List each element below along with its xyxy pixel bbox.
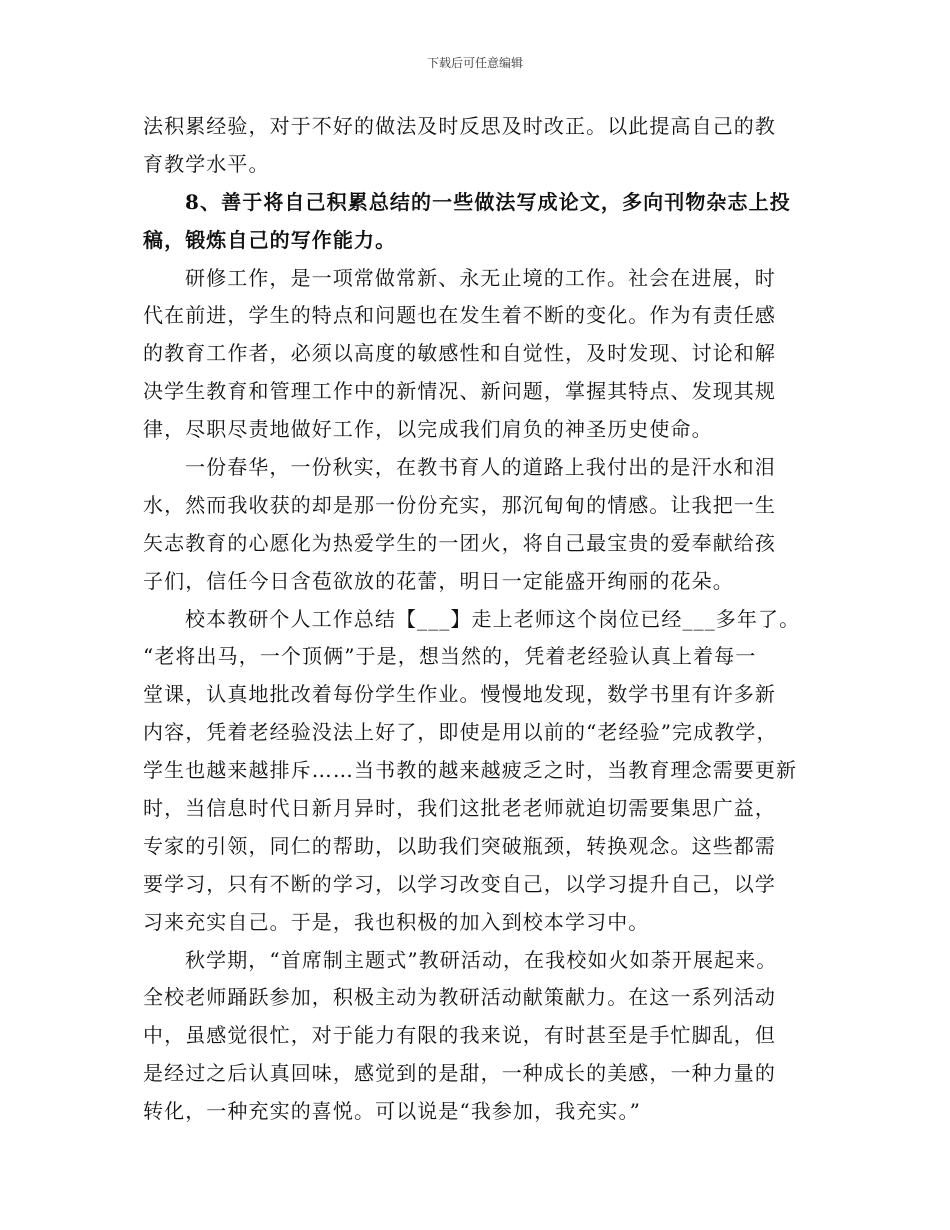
- text-line: 学生也越来越排斥……当书教的越来越疲乏之时，当教育理念需要更新: [143, 758, 798, 783]
- text-line: 研修工作，是一项常做常新、永无止境的工作。社会在进展，时: [185, 265, 776, 290]
- text-line: 秋学期，“首席制主题式”教研活动，在我校如火如荼开展起来。: [185, 947, 778, 972]
- text-line: 水，然而我收获的却是那一份份充实，那沉甸甸的情感。让我把一生: [143, 492, 776, 517]
- text-line: 时，当信息时代日新月异时，我们这批老老师就迫切需要集思广益，: [143, 796, 776, 821]
- text-line: 转化，一种充实的喜悦。可以说是“我参加，我充实。”: [143, 1099, 641, 1124]
- text-line: 中，虽感觉很忙，对于能力有限的我来说，有时甚至是手忙脚乱，但: [143, 1023, 776, 1048]
- text-line: 稿，锻炼自己的写作能力。: [143, 227, 397, 252]
- page-header: 下载后可任意编辑: [426, 56, 523, 70]
- text-line: 堂课，认真地批改着每份学生作业。慢慢地发现，数学书里有许多新: [143, 682, 776, 707]
- text-line: 代在前进，学生的特点和问题也在发生着不断的变化。作为有责任感: [143, 303, 776, 328]
- text-line: “老将出马，一个顶俩”于是，想当然的，凭着老经验认真上着每一: [143, 644, 757, 669]
- text-line: 校本教研个人工作总结【___】走上老师这个岗位已经___多年了。: [185, 606, 801, 631]
- text-line: 习来充实自己。于是，我也积极的加入到校本学习中。: [143, 909, 650, 934]
- text-line: 专家的引领，同仁的帮助，以助我们突破瓶颈，转换观念。这些都需: [143, 833, 776, 858]
- text-line: 法积累经验，对于不好的做法及时反思及时改正。以此提高自己的教: [143, 114, 776, 138]
- text-line: 是经过之后认真回味，感觉到的是甜，一种成长的美感，一种力量的: [143, 1061, 776, 1086]
- text-line: 育教学水平。: [143, 151, 270, 176]
- text-line: 8、善于将自己积累总结的一些做法写成论文，多向刊物杂志上投: [185, 189, 791, 214]
- text-line: 内容，凭着老经验没法上好了，即使是用以前的“老经验”完成教学，: [143, 720, 778, 745]
- text-line: 子们，信任今日含苞欲放的花蕾，明日一定能盛开绚丽的花朵。: [143, 568, 734, 593]
- text-line: 一份春华，一份秋实，在教书育人的道路上我付出的是汗水和泪: [185, 455, 776, 480]
- text-line: 律，尽职尽责地做好工作，以完成我们肩负的神圣历史使命。: [143, 417, 713, 442]
- document-body: [143, 108, 811, 1131]
- text-line: 矢志教育的心愿化为热爱学生的一团火，将自己最宝贵的爱奉献给孩: [143, 530, 776, 555]
- text-line: 全校老师踊跃参加，积极主动为教研活动献策献力。在这一系列活动: [143, 985, 776, 1010]
- text-line: 的教育工作者，必须以高度的敏感性和自觉性，及时发现、讨论和解: [143, 341, 776, 366]
- text-line: 要学习，只有不断的学习，以学习改变自己，以学习提升自己，以学: [143, 871, 776, 896]
- text-line: 决学生教育和管理工作中的新情况、新问题，掌握其特点、发现其规: [143, 379, 776, 404]
